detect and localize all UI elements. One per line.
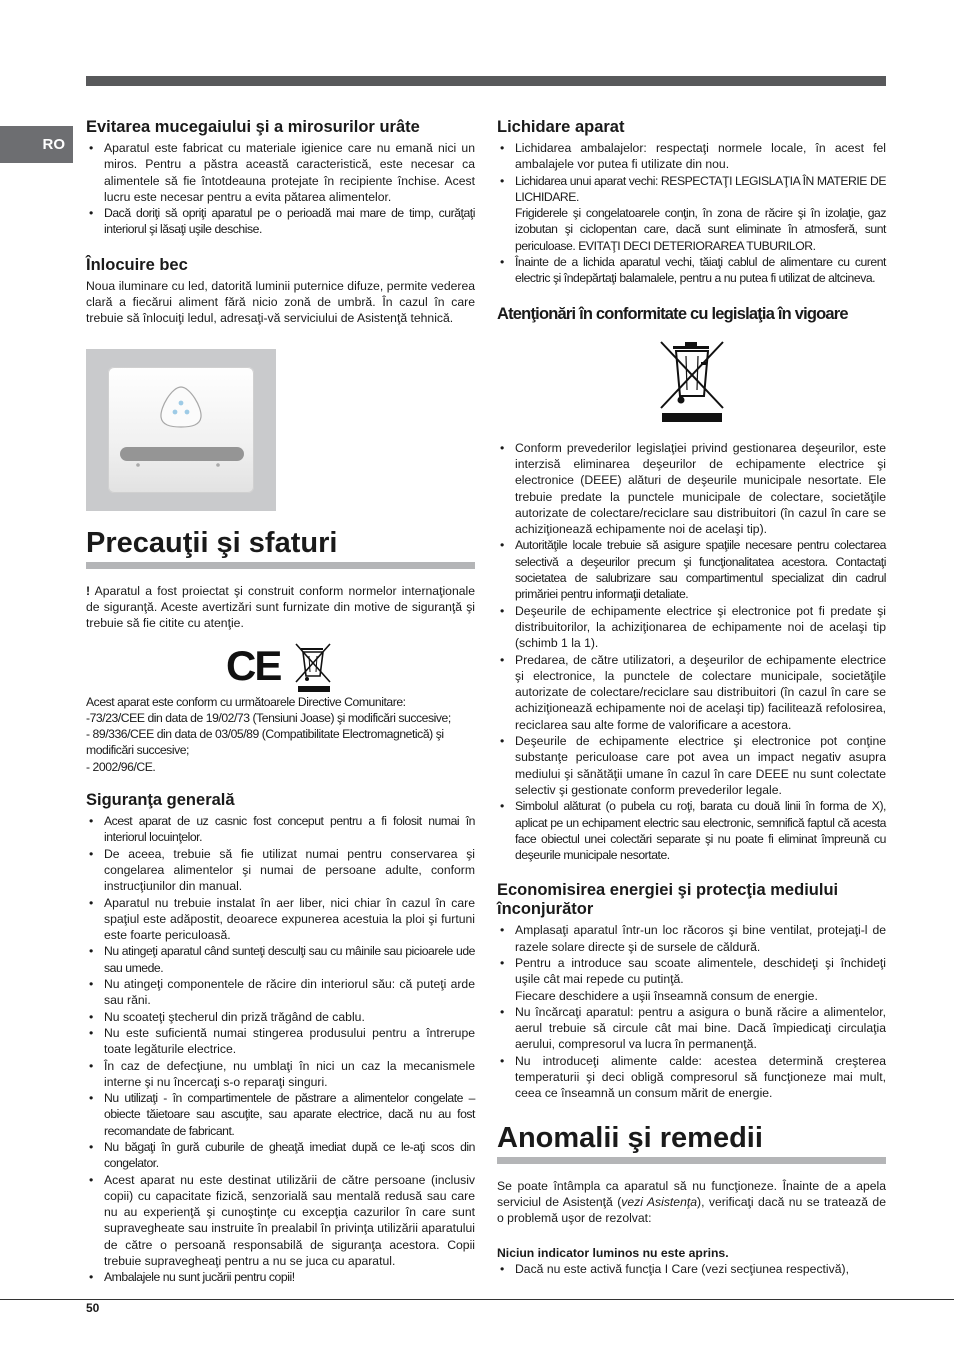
led-cover-icon — [108, 367, 254, 493]
list-item: • Aparatul nu trebuie instalat în aer liber, nici chiar în cazul în care spaţiul este adăpostit, deoarece expunerea acestuia la ploi şi furtuni este foarte periculoasă. — [86, 895, 475, 944]
safety-list — [86, 813, 475, 1286]
crossed-bin-icon — [296, 644, 330, 692]
warning-mark: ! — [86, 583, 91, 598]
list-item: • Autorităţile locale trebuie să asigure spaţiile necesare pentru colectarea selectivă a deşeurilor precum şi funcţionalitatea acestora. Contactaţi societatea de salubrizare sau compartimentul specializat din cadrul primăriei pentru informaţii detaliate. — [497, 537, 886, 602]
list-item: • Nu atingeţi componentele de răcire din interiorul său: că puteţi arde sau răni. — [86, 976, 475, 1009]
troubleshoot-list — [497, 1261, 886, 1277]
list-item: • Aparatul este fabricat cu materiale igienice care nu emană nici un miros. Pentru a păstra această caracteristică, este necesar ca alimentele să fie întotdeauna protejate în recipiente închise. Acest lucru este necesar pentru a evita pătarea alimentelor. — [86, 140, 475, 205]
energy-list — [497, 922, 886, 1101]
energy-title: Economisirea energiei şi protecţia mediului înconjurător — [497, 881, 839, 919]
directive-line: - 2002/96/CE. — [86, 759, 156, 774]
page-number: 50 — [86, 1301, 100, 1315]
bulb-text: Noua iluminare cu led, datorită luminii puternice difuze, permite vederea clară a fiecărui aliment fără nicio zonă de umbră. În cazul în care trebuie să înlocuiţi ledul, adresaţi-vă serviciului de Asistenţă tehnică. — [86, 278, 475, 326]
ce-weee-marks — [86, 640, 475, 692]
weee-list — [497, 440, 886, 864]
precautions-title: Precauţii şi sfaturi — [86, 525, 475, 569]
list-item-continuation: Frigiderele şi congelatoarele conţin, în zona de răcire şi în izolaţie, gaz izobutan şi ciclopentan care, dacă sunt eliminate în atmosferă, sunt periculoase. EVITAŢI DECI DETERIORAREA TUBURILOR. — [515, 206, 886, 253]
list-item: • Dacă doriţi să opriţi aparatul pe o perioadă mai mare de timp, curăţaţi interiorul şi lăsaţi uşile deschise. — [86, 205, 475, 238]
footer-rule — [0, 1299, 954, 1300]
list-item: • Simbolul alăturat (o pubela cu roţi, barata cu două linii în forma de X), aplicat pe un echipament electric sau electronic, semnifică faptul că acesta face obiectul unei colectări separate şi nu poate fi eliminat împreună cu deşeurile municipale nesortate. — [497, 798, 886, 863]
mold-list — [86, 140, 475, 238]
list-item: • Nu atingeţi aparatul când sunteţi desculţi sau cu mâinile sau picioarele ude sau umede. — [86, 943, 475, 976]
disposal-title: Lichidare aparat — [497, 118, 625, 136]
list-item: • Nu este suficientă numai stingerea produsului pentru a întrerupe toate legăturile electrice. — [86, 1025, 475, 1058]
troubleshoot-subtitle: Niciun indicator luminos nu este aprins. — [497, 1245, 729, 1260]
list-item: • Lichidarea unui aparat vechi: RESPECTAŢI LEGISLAŢIA ÎN MATERIE DE LICHIDARE. Frigiderele şi congelatoarele conţin, în zona de răcire şi în izolaţie, gaz izobutan şi ciclopentan care, dacă sunt eliminate în atmosferă, sunt periculoase. EVITAŢI DECI DETERIORAREA TUBURILOR. — [497, 173, 886, 254]
list-item: • Acest aparat nu este destinat utilizării de către persoane (inclusiv copii) cu capacitate fizică, senzorială sau mentală redusă sau care nu au experienţă şi cunoştinţe cu excepţia cazurilor în care sunt supravegheate sau instruite în prealabil în privinţa utilizării aparatului de către o persoană responsabilă de siguranţa acestora. Copii trebuie supravegheaţi pentru a nu se juca cu aparatul. — [86, 1172, 475, 1270]
left-column — [86, 118, 475, 1286]
right-column — [497, 118, 886, 1277]
list-item: • Acest aparat de uz casnic fost conceput pentru a fi folosit numai în interiorul locuinţelor. — [86, 813, 475, 846]
list-item: • Nu introduceţi alimente calde: acestea determină creşterea temperaturii şi deci obligă compresorul să funcţioneze mai mult, ceea ce înseamnă un consum mărit de energie. — [497, 1053, 886, 1102]
list-item: • În caz de defecţiune, nu umblaţi în nici un caz la mecanismele interne şi nu încercaţi s-o reparaţi singuri. — [86, 1058, 475, 1091]
directive-line: - 89/336/CEE din data de 03/05/89 (Compatibilitate Electromagnetică) şi modificări succesive; — [86, 727, 444, 758]
ce-mark-icon — [226, 640, 336, 692]
list-item: • Predarea, de către utilizatori, a deşeurilor de echipamente electrice şi electronice, la punctele de colectare municipale, societăţile autorizate de colectare/reciclare sau distribuitori (în cazul în care se achiziţionează echipamente noi de acelaşi tip) facilitează refolosirea, reciclarea sau alte forme de valorificare a acestora. — [497, 652, 886, 733]
directive-line: Acest aparat este conform cu următoarele Directive Comunitare: — [86, 694, 406, 709]
directive-line: -73/23/CEE din data de 19/02/73 (Tensiuni Joase) şi modificări succesive; — [86, 710, 451, 725]
troubleshoot-intro: Se poate întâmpla ca aparatul să nu funcţioneze. Înainte de a apela serviciul de Asistenţă (vezi Asistenţa), verificaţi dacă nu se tratează de o problemă uşor de rezolvat: — [497, 1178, 886, 1226]
led-light-image — [86, 349, 276, 511]
weee-symbol — [497, 338, 886, 422]
top-rule — [86, 76, 886, 86]
disposal-list — [497, 140, 886, 287]
safety-title: Siguranţa generală — [86, 791, 235, 810]
list-item: • Dacă nu este activă funcţia I Care (vezi secţiunea respectivă), — [497, 1261, 886, 1277]
list-item: • Înainte de a lichida aparatul vechi, tăiaţi cablul de alimentare cu curent electric şi îndepărtaţi balamalele, pentru a nu putea fi utilizat de altcineva. — [497, 254, 886, 287]
mold-title: Evitarea mucegaiului şi a mirosurilor urâte — [86, 118, 420, 136]
list-item: • Nu încărcaţi aparatul: pentru a asigura o bună răcire a alimentelor, aerul trebuie să circule cât mai bine. Dacă împiedicaţi circulaţia aerului, compresorul va lucra în permanenţă. — [497, 1004, 886, 1053]
assistance-reference: vezi Asistenţa — [621, 1194, 698, 1209]
weee-title: Atenţionări în conformitate cu legislaţia în vigoare — [497, 304, 848, 323]
list-item: • Pentru a introduce sau scoate alimentele, deschideţi şi închideţi uşile cât mai repede cu putinţă. Fiecare deschidere a uşii înseamnă consum de energie. — [497, 955, 886, 1004]
list-item: • Deşeurile de echipamente electrice şi electronice pot conţine substanţe periculoase care pot avea un impact negativ asupra mediului şi sănătăţii umane în cazul în care DEEE nu sunt colectate selectiv şi gestionate conform prevederilor legale. — [497, 733, 886, 798]
troubleshoot-title: Anomalii şi remedii — [497, 1120, 886, 1164]
language-tab: RO — [0, 126, 73, 163]
list-item: • Nu utilizaţi - în compartimentele de păstrare a alimentelor congelate – obiecte tăietoare sau ascuţite, sau aparate electrice, dacă nu au fost recomandate de fabricant. — [86, 1090, 475, 1139]
list-item: • Conform prevederilor legislaţiei privind gestionarea deşeurilor, este interzisă eliminarea deşeurilor de echipamente electrice şi electronice (DEEE) alături de deşeurile municipale nesortate. Ele trebuie predate la punctele municipale de colectare, societăţile autorizate de colectare/reciclare sau distribuitori (în cazul în care se achiziţionează echipamente noi de acelaşi tip). — [497, 440, 886, 538]
list-item: • Nu scoateţi ştecherul din priză trăgând de cablu. — [86, 1009, 475, 1025]
list-item: • Amplasaţi aparatul într-un loc răcoros şi bine ventilat, protejaţi-l de razele solare directe şi de sursele de căldură. — [497, 922, 886, 955]
ce-mark-text: CE — [225, 641, 280, 689]
list-item: • Deşeurile de echipamente electrice şi electronice pot fi predate şi distribuitorilor, la achiziţionarea de echipamente noi de acelaşi tip (schimb 1 la 1). — [497, 603, 886, 652]
bulb-title: Înlocuire bec — [86, 255, 188, 274]
list-item: • Nu băgaţi în gură cuburile de gheaţă imediat după ce le-aţi scos din congelator. — [86, 1139, 475, 1172]
list-item-continuation: Fiecare deschidere a uşii înseamnă consum de energie. — [515, 988, 818, 1003]
crossed-wheelie-bin-icon — [657, 338, 727, 422]
list-item: • Ambalajele nu sunt jucării pentru copii! — [86, 1269, 475, 1285]
list-item: • Lichidarea ambalajelor: respectaţi normele locale, în acest fel ambalajele vor putea fi utilizate din nou. — [497, 140, 886, 173]
precautions-intro: ! Aparatul a fost proiectat şi construit conform normelor internaţionale de siguranţă. Aceste avertizări sunt furnizate din motive de siguranţă şi trebuie să fie citite cu atenţie. — [86, 583, 475, 631]
list-item: • De aceea, trebuie să fie utilizat numai pentru conservarea şi congelarea alimentelor şi numai de persoane adulte, conform instrucţiunilor din manual. — [86, 846, 475, 895]
